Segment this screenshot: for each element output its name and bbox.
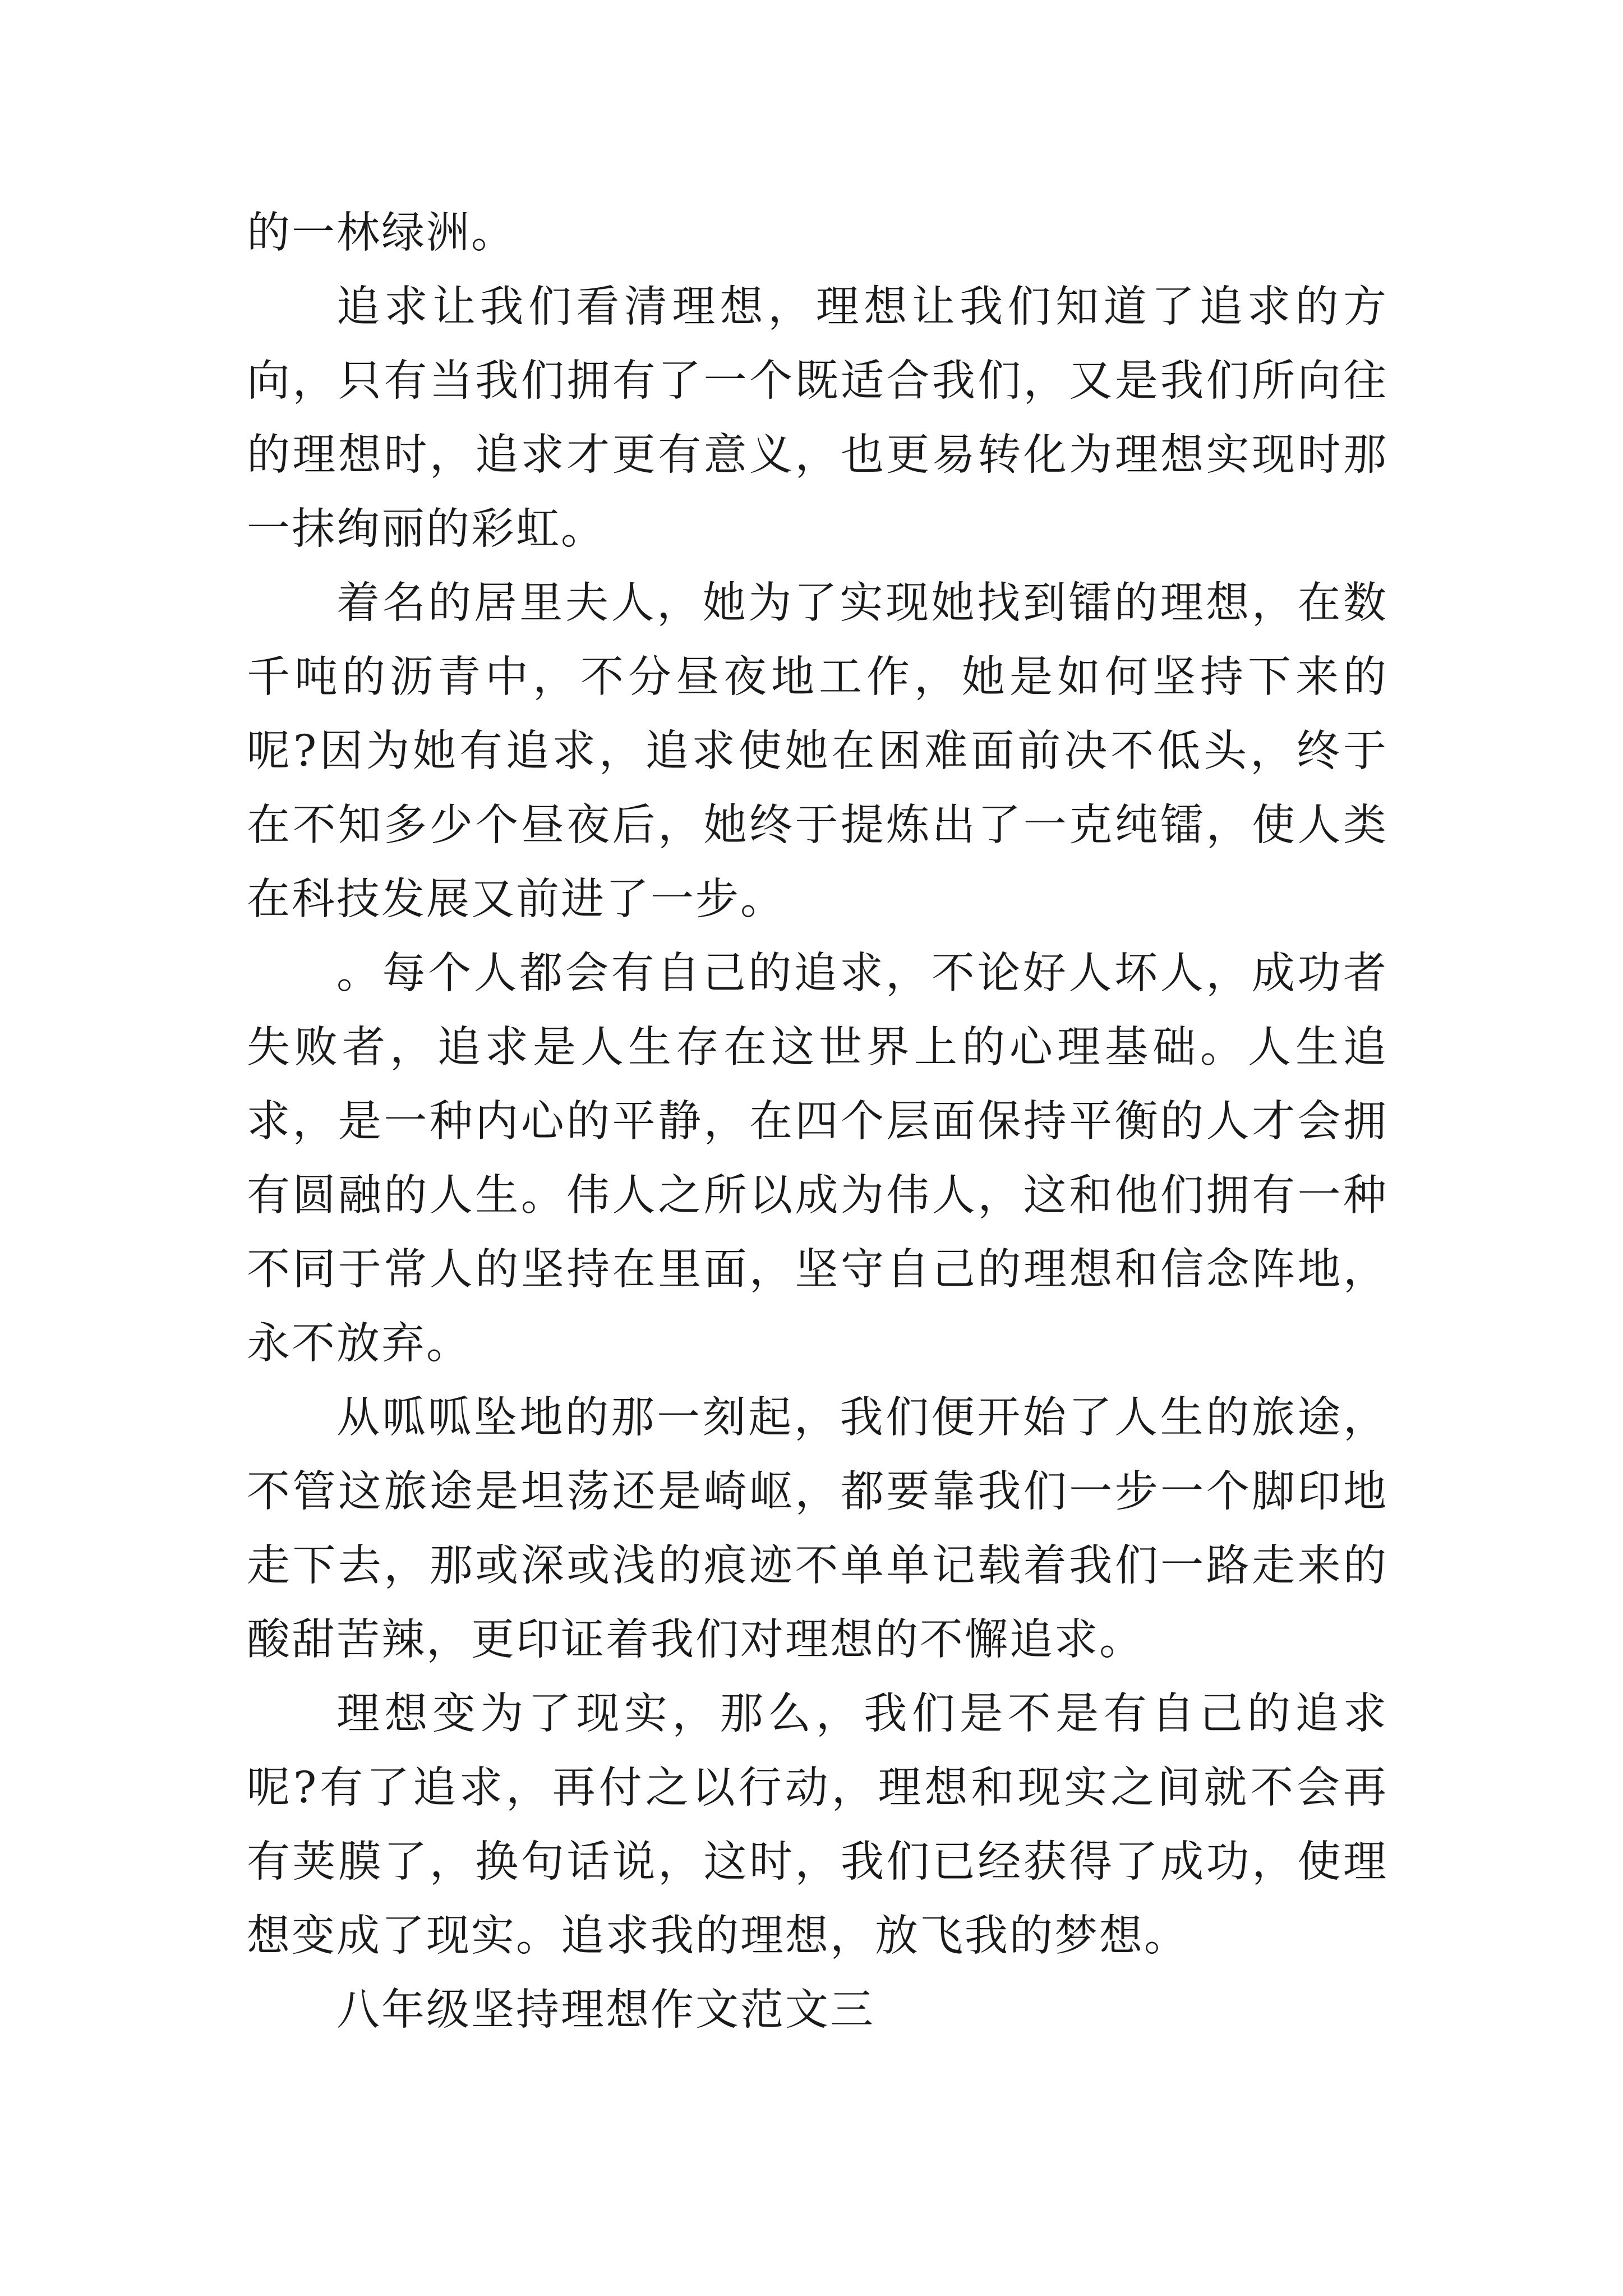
paragraph-3: 着名的居里夫人，她为了实现她找到镭的理想，在数千吨的沥青中，不分昼夜地工作，她是如何坚持下来的呢?因为她有追求，追求使她在困难面前决不低头，终于在不知多少个昼夜后，她终于提炼出了一克纯镭，使人类在科技发展又前进了一步。 (247, 578, 1388, 924)
document-body (247, 196, 1388, 2047)
paragraph-6: 理想变为了现实，那么，我们是不是有自己的追求呢?有了追求，再付之以行动，理想和现实之间就不会再有荚膜了，换句话说，这时，我们已经获得了成功，使理想变成了现实。追求我的理想，放飞我的梦想。 (247, 1689, 1388, 1961)
paragraph-2: 追求让我们看清理想，理想让我们知道了追求的方向，只有当我们拥有了一个既适合我们，又是我们所向往的理想时，追求才更有意义，也更易转化为理想实现时那一抹绚丽的彩虹。 (247, 282, 1388, 554)
paragraph-4: 。每个人都会有自己的追求，不论好人坏人，成功者失败者，追求是人生存在这世界上的心理基础。人生追求，是一种内心的平静，在四个层面保持平衡的人才会拥有圆融的人生。伟人之所以成为伟人，这和他们拥有一种不同于常人的坚持在里面，坚守自己的理想和信念阵地，永不放弃。 (247, 949, 1388, 1369)
paragraph-5: 从呱呱坠地的那一刻起，我们便开始了人生的旅途，不管这旅途是坦荡还是崎岖，都要靠我们一步一个脚印地走下去，那或深或浅的痕迹不单单记载着我们一路走来的酸甜苦辣，更印证着我们对理想的不懈追求。 (247, 1393, 1388, 1665)
paragraph-1: 的一林绿洲。 (247, 208, 516, 258)
section-heading: 八年级坚持理想作文范文三 (336, 1985, 875, 2035)
